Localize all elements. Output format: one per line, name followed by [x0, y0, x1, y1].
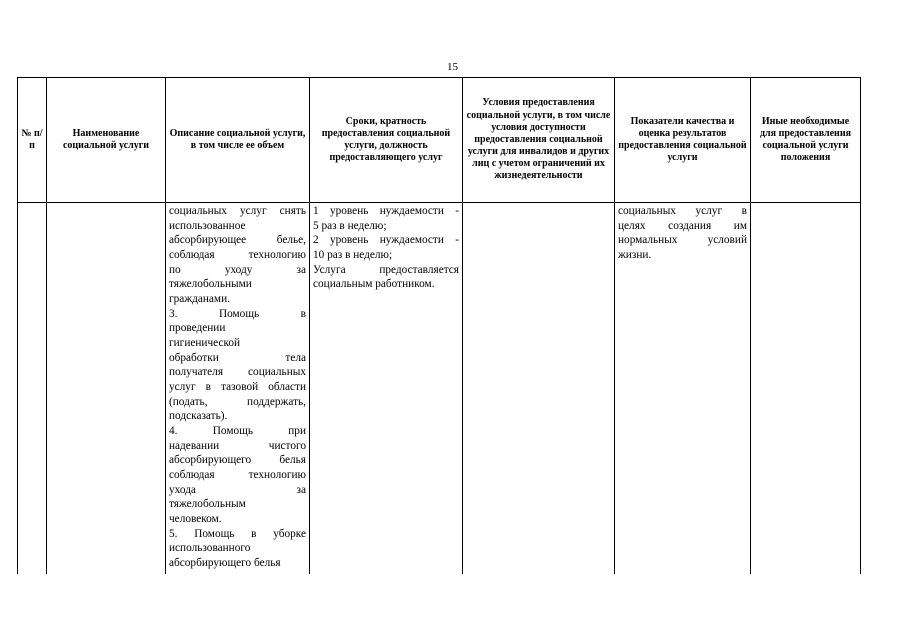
description-line: человеком. — [169, 513, 222, 526]
description-line: услуг в тазовой области — [169, 381, 306, 394]
cell-conditions — [463, 203, 615, 575]
description-line: абсорбирующего белья — [169, 454, 306, 467]
cell-service-name — [47, 203, 166, 575]
quality-line: социальных услуг в — [618, 205, 747, 217]
description-line: подсказать). — [169, 410, 228, 423]
description-line: тяжелобольным — [169, 498, 246, 511]
terms-line: 5 раз в неделю; — [313, 219, 387, 232]
description-line: по уходу за — [169, 263, 306, 276]
header-conditions: Условия предоставления социальной услуги, в том числе условия доступности предоставления социальной услуги для инвалидов и других лиц с учетом ограничений их жизнедеятельности — [463, 78, 615, 203]
description-line: абсорбирующее белье, — [169, 234, 306, 247]
cell-description — [166, 203, 310, 575]
terms-line: 2 уровень нуждаемости - — [313, 234, 459, 247]
header-description: Описание социальной услуги, в том числе ее объем — [166, 78, 310, 203]
header-terms: Сроки, кратность предоставления социальной услуги, должность предоставляющего услуг — [310, 78, 463, 203]
description-line: гигиенической — [169, 337, 241, 350]
terms-line: Услуга предоставляется — [313, 263, 459, 276]
page-number: 15 — [447, 61, 458, 73]
cell-other — [751, 203, 861, 575]
terms-line: 10 раз в неделю; — [313, 249, 393, 262]
services-table — [17, 77, 861, 574]
header-service-name: Наименование социальной услуги — [47, 78, 166, 203]
quality-line: нормальных условий — [618, 234, 747, 247]
description-line: использованное — [169, 219, 246, 232]
description-line: обработки тела — [169, 351, 306, 364]
table-row — [18, 203, 861, 575]
cell-quality — [615, 203, 751, 575]
description-line: получателя социальных — [169, 366, 306, 379]
description-line: социальных услуг снять — [169, 205, 306, 217]
terms-line: 1 уровень нуждаемости - — [313, 205, 459, 217]
quality-line: целях создания им — [618, 219, 747, 232]
description-line: надевании чистого — [169, 439, 306, 452]
description-line: 3. Помощь в — [169, 307, 306, 320]
terms-line: социальным работником. — [313, 278, 435, 291]
description-line: (подать, поддержать, — [169, 395, 306, 408]
quality-line: жизни. — [618, 249, 652, 262]
description-line: гражданами. — [169, 293, 230, 306]
description-line: абсорбирующего белья — [169, 557, 281, 570]
description-line: соблюдая технологию — [169, 249, 306, 262]
description-line: 4. Помощь при — [169, 425, 306, 438]
header-other: Иные необходимые для предоставления социальной услуги положения — [751, 78, 861, 203]
table-header-row — [18, 78, 861, 203]
description-line: тяжелобольными — [169, 278, 252, 291]
cell-number — [18, 203, 47, 575]
description-line: 5. Помощь в уборке — [169, 527, 306, 540]
header-quality: Показатели качества и оценка результатов предоставления социальной услуги — [615, 78, 751, 203]
header-number: № п/п — [18, 78, 47, 203]
description-line: соблюдая технологию — [169, 469, 306, 482]
description-line: проведении — [169, 322, 226, 335]
description-line: ухода за — [169, 483, 306, 496]
cell-terms — [310, 203, 463, 575]
description-line: использованного — [169, 542, 251, 555]
